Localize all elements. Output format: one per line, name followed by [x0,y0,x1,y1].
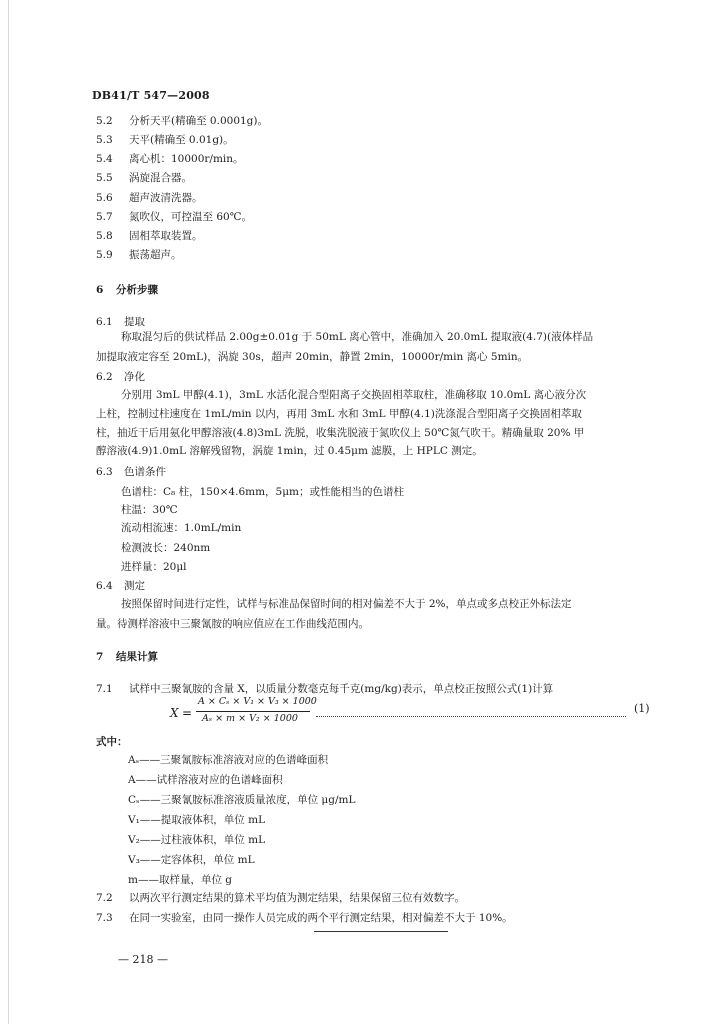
footer-rule [314,931,448,932]
paragraph-line: 分别用 3mL 甲醇(4.1)，3mL 水活化混合型阳离子交换固相萃取柱，准确移取 10.0mL 离心液分次 [121,389,587,401]
paragraph-line: 7.2 以两次平行测定结果的算术平均值为测定结果，结果保留三位有效数字。 [96,892,465,904]
list-item: 5.6 超声波清洗器。 [96,192,203,204]
list-item: 5.5 涡旋混合器。 [96,172,192,184]
paragraph-line: 上柱，控制过柱速度在 1mL/min 以内，再用 3mL 水和 3mL 甲醇(4.1)洗涤混合型阳离子交换固相萃取 [96,408,582,420]
subsection-heading: 6.4 测定 [96,580,145,592]
formula-equals: = [182,706,193,720]
paragraph-line: 7.1 试样中三聚氰胺的含量 X，以质量分数毫克每千克(mg/kg)表示，单点校正按照公式(1)计算 [96,683,554,695]
list-item: 5.4 离心机：10000r/min。 [96,153,244,165]
variable-definition: V₃——定容体积，单位 mL [128,854,255,866]
paragraph-line: 醇溶液(4.9)1.0mL 溶解残留物，涡旋 1min，过 0.45μm 滤膜，上 HPLC 测定。 [96,445,483,457]
section-heading: 6 分析步骤 [96,284,158,296]
formula-lhs: X [170,706,179,720]
variable-definition: A——试样溶液对应的色谱峰面积 [128,774,283,786]
formula-1 [170,696,650,728]
paragraph-line: 柱，抽近干后用氨化甲醇溶液(4.8)3mL 洗脱，收集洗脱液于氮吹仪上 50℃氮气吹干。精确量取 20% 甲 [96,427,585,439]
dot-leader [316,706,626,717]
condition-line: 流动相流速：1.0mL/min [121,522,242,534]
subsection-heading: 6.2 净化 [96,371,145,383]
paragraph-line: 7.3 在同一实验室，由同一操作人员完成的两个平行测定结果，相对偏差不大于 10%。 [96,912,513,924]
list-item: 5.9 振荡超声。 [96,249,182,261]
binding-edge [8,0,9,1024]
list-item: 5.8 固相萃取装置。 [96,230,203,242]
subsection-heading: 6.1 提取 [96,316,145,328]
paragraph-line: 称取混匀后的供试样品 2.00g±0.01g 于 50mL 离心管中，准确加入 20.0mL 提取液(4.7)(液体样品 [121,331,594,343]
formula-denominator: Aₛ × m × V₂ × 1000 [202,713,298,724]
condition-line: 检测波长：240nm [121,542,211,554]
where-label: 式中： [96,736,128,748]
condition-line: 进样量：20μl [121,561,187,573]
condition-line: 柱温：30℃ [121,504,178,516]
variable-definition: V₂——过柱液体积，单位 mL [128,834,266,846]
formula-number: (1) [634,702,650,715]
standard-header: DB41/T 547—2008 [92,89,210,102]
list-item: 5.3 天平(精确至 0.01g)。 [96,134,234,146]
variable-definition: Aₛ——三聚氰胺标准溶液对应的色谱峰面积 [128,754,329,766]
page-number: — 218 — [118,953,168,966]
paragraph-line: 量。待测样溶液中三聚氰胺的响应值应在工作曲线范围内。 [96,618,369,630]
section-heading: 7 结果计算 [96,651,158,663]
condition-line: 色谱柱：C₈ 柱，150×4.6mm，5μm；或性能相当的色谱柱 [121,486,404,498]
variable-definition: V₁——提取液体积，单位 mL [128,814,266,826]
subsection-heading: 6.3 色谱条件 [96,466,166,478]
paragraph-line: 按照保留时间进行定性，试样与标准品保留时间的相对偏差不大于 2%，单点或多点校正外标法定 [121,598,572,610]
formula-numerator: A × Cₛ × V₁ × V₃ × 1000 [198,696,317,707]
variable-definition: Cₛ——三聚氰胺标准溶液质量浓度，单位 μg/mL [128,794,356,806]
list-item: 5.7 氮吹仪，可控温至 60℃。 [96,211,252,223]
fraction-bar [196,711,310,712]
list-item: 5.2 分析天平(精确至 0.0001g)。 [96,115,268,127]
paragraph-line: 加提取液定容至 20mL)，涡旋 30s，超声 20min，静置 2min，10000r/min 离心 5min。 [96,351,529,363]
variable-definition: m——取样量，单位 g [128,874,233,886]
